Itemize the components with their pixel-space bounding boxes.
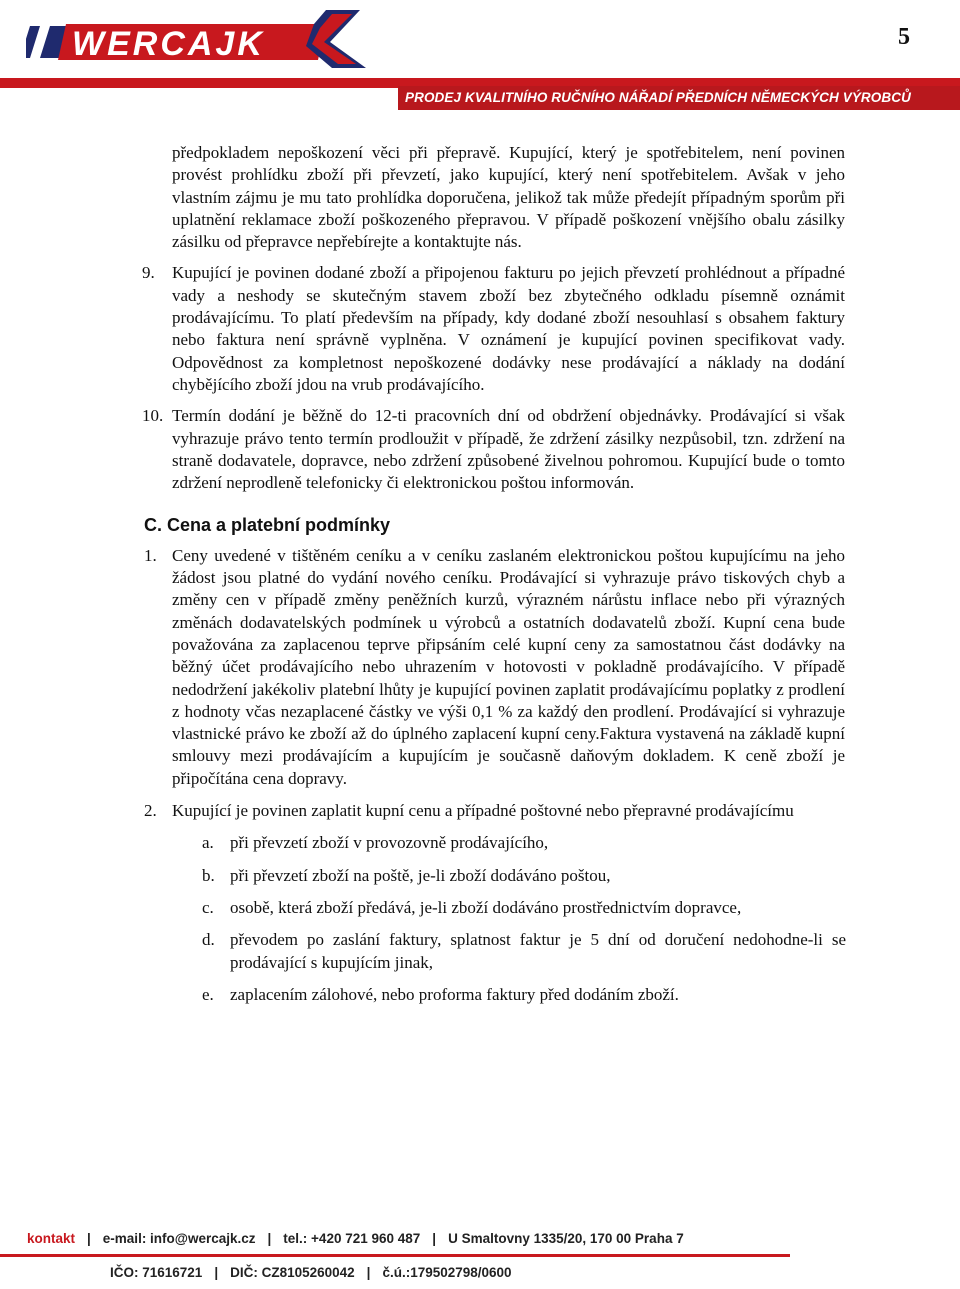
list-item-9 <box>142 262 845 396</box>
svg-text:WERCAJK: WERCAJK <box>72 25 265 63</box>
sublist-item-e <box>202 984 846 1006</box>
list-item-number: 9. <box>142 263 155 283</box>
footer-bank-account: č.ú.:179502798/0600 <box>382 1265 512 1280</box>
list-item-number: 2. <box>144 801 157 821</box>
list-item-number: 1. <box>144 545 157 565</box>
footer-separator: | <box>214 1265 219 1280</box>
sublist-text: převodem po zaslání faktury, splatnost faktur je 5 dní od doručení nedohodne-li se prodávající s kupujícím jinak, <box>230 930 846 972</box>
sublist-item-d <box>202 929 846 974</box>
document-body <box>0 142 960 1006</box>
footer-kontakt-label: kontakt <box>27 1231 76 1246</box>
footer-contact-row <box>27 1231 684 1246</box>
list-item-text: Kupující je povinen dodané zboží a připojenou fakturu po jejich převzetí prohlédnout a případné vady a neshody se skutečným stavem zboží bez zbytečného odkladu písemně oznámit prodávajícímu. To platí především na případy, kdy dodané zboží nesouhlasí s obsahem faktury nebo faktura není správně vyplněna. V oznámení je kupující povinen specifikovat vady. Odpovědnost za kompletnost nepoškozené dodávky nese prodávající a náklady na dodání chybějícího zboží jdou na vrub prodávajícího. <box>172 263 845 394</box>
list-item-c1 <box>144 545 845 790</box>
footer-dic: DIČ: CZ8105260042 <box>230 1265 355 1280</box>
sublist-letter: d. <box>202 930 215 950</box>
list-item-text: Termín dodání je běžně do 12-ti pracovních dní od obdržení objednávky. Prodávající si však vyhrazuje právo tento termín prodloužit v případě, že zdržení zásilky nezpůsobil, tzn. zdržení na straně dodavatele, dopravce, nebo zdržení způsobené živelnou pohromou. Kupující bude o tomto zdržení neprodleně telefonicky či elektronickou poštou informován. <box>172 406 845 493</box>
sublist-text: osobě, která zboží předává, je-li zboží dodáváno prostřednictvím dopravce, <box>230 897 742 917</box>
sublist-text: zaplacením zálohové, nebo proforma faktury před dodáním zboží. <box>230 984 679 1004</box>
footer-company-ids-row <box>110 1265 512 1280</box>
list-item-c2 <box>144 800 845 822</box>
footer-phone[interactable]: tel.: +420 721 960 487 <box>283 1231 421 1246</box>
payment-methods-list <box>202 832 846 1006</box>
footer-ico: IČO: 71616721 <box>110 1265 203 1280</box>
sublist-letter: c. <box>202 897 214 917</box>
sublist-item-c <box>202 897 846 919</box>
sublist-item-a <box>202 832 846 854</box>
footer-separator: | <box>267 1231 272 1246</box>
section-heading: C. Cena a platební podmínky <box>144 515 391 536</box>
list-item-number: 10. <box>142 406 164 426</box>
sublist-letter: e. <box>202 984 214 1004</box>
company-logo <box>26 6 386 70</box>
sublist-letter: a. <box>202 833 214 853</box>
sublist-text: při převzetí zboží v provozovně prodávajícího, <box>230 833 549 853</box>
sublist-item-b <box>202 865 846 887</box>
list-item-text: Ceny uvedené v tištěném ceníku a v ceníku zaslaném elektronickou poštou kupujícímu na jeho žádost jsou platné do vydání nového ceníku. Prodávající si vyhrazuje právo tiskových chyb a změny cen v případě změny peněžních kurzů, výrazném nárůstu inflace nebo při výrazných změnách dodavatelských podmínek u výrobců a ostatních dodavatelů zboží. Kupní cena bude považována za zaplacenou teprve připsáním celé kupní ceny za samostatnou část dodávky na běžný účet prodávajícího nebo uhrazením v hotovosti v pokladně prodávajícího. V případě nedodržení jakékoliv platební lhůty je kupující povinen zaplatit prodávajícímu poplatky z prodlení z hodnoty včas nezaplacené částky ve výši 0,1 % za každý den prodlení. Prodávající si vyhrazuje vlastnické právo ke zboží až do úplného zaplacení kupní ceny.Faktura vystavená na základě kupní smlouvy mezi prodávajícím a kupujícím je současně daňovým dokladem. K ceně zboží je připočítána cena dopravy. <box>172 545 845 788</box>
page-number: 5 <box>898 24 910 50</box>
sublist-text: při převzetí zboží na poště, je-li zboží dodáváno poštou, <box>230 865 611 885</box>
sublist-letter: b. <box>202 865 215 885</box>
header-tagline: PRODEJ KVALITNÍHO RUČNÍHO NÁŘADÍ PŘEDNÍCH NĚMECKÝCH VÝROBCŮ <box>405 90 911 105</box>
footer-separator: | <box>87 1231 91 1246</box>
footer-address: U Smaltovny 1335/20, 170 00 Praha 7 <box>448 1231 684 1246</box>
footer-separator: | <box>432 1231 437 1246</box>
footer-separator: | <box>366 1265 371 1280</box>
footer-red-rule <box>0 1254 790 1257</box>
list-item-10 <box>142 405 845 494</box>
intro-paragraph: předpokladem nepoškození věci při přepravě. Kupující, který je spotřebitelem, není povinen provést prohlídku zboží při převzetí, jako kupující, který není spotřebitelem. Avšak v jeho vlastním zájmu je mu tato prohlídka doporučena, jelikož tak může předejít případným sporům při uplatnění reklamace zboží poškozeného přepravou. V případě poškození vnějšího obalu zásilky zásilku od přepravce nepřebírejte a kontaktujte nás. <box>172 143 845 252</box>
footer-email[interactable]: e-mail: info@wercajk.cz <box>102 1231 256 1246</box>
list-item-text: Kupující je povinen zaplatit kupní cenu a případné poštovné nebo přepravné prodávajícímu <box>172 801 794 821</box>
